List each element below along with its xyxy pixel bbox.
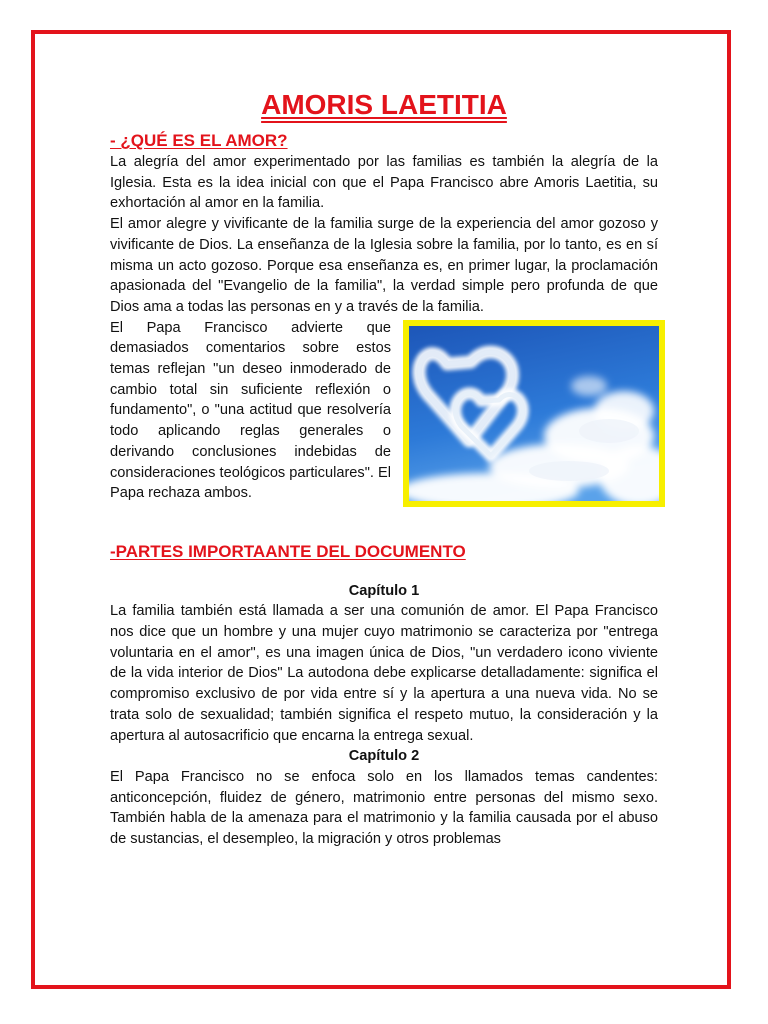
section-heading-partes-importantes: -PARTES IMPORTAANTE DEL DOCUMENTO (110, 541, 466, 561)
paragraph-3-text: El Papa Francisco advierte que demasiados comentarios sobre estos temas reflejan "un deseo inmoderado de cambio total sin suficiente reflexión o fundamento", o "una actitud que resolvería todo aplicando reglas generales o derivando conclusiones indebidas de consideraciones teológicos particulares". El Papa rechaza ambos. (110, 319, 391, 502)
chapter-2-title: Capítulo 2 (348, 748, 420, 765)
paragraph-2: El amor alegre y vivificante de la familia surge de la experiencia del amor gozoso y vivificante de Dios. La enseñanza de la Iglesia sobre la familia, por lo tanto, es en sí misma un acto gozoso. Porque esa enseñanza es, en primer lugar, la proclamación apasionada del "Evangelio de la familia", la verdad simple pero profunda de que Dios ama a todas las personas en y a través de la familia. (110, 216, 658, 315)
document-title: AMORIS LAETITIA (261, 89, 507, 120)
chapter-1-title: Capítulo 1 (348, 582, 420, 599)
section-heading-que-es-el-amor: - ¿QUÉ ES EL AMOR? (110, 131, 288, 150)
paragraph-1: La alegría del amor experimentado por las familias es también la alegría de la Iglesia. Esta es la idea inicial con que el Papa Francisco abre Amoris Laetitia, su exhortación al amor en la familia. (110, 154, 658, 212)
chapter-2-text: El Papa Francisco no se enfoca solo en los llamados temas candentes: anticoncepción, fluidez de género, matrimonio entre personas del mismo sexo. También habla de la amenaza para el matrimonio y la familia causada por el abuso de sustancias, el desempleo, la migración y otros problemas (110, 768, 658, 848)
paragraph-3 (110, 318, 658, 504)
chapter-1-text: La familia también está llamada a ser una comunión de amor. El Papa Francisco nos dice que un hombre y una mujer cuyo matrimonio se caracteriza por "entrega voluntaria en el amor", es una imagen única de Dios, "un verdadero icono viviente de la vida interior de Dios" La autodona debe explicarse detalladamente: significa el compromiso exclusivo de por vida entre sí y la apertura a una nueva vida. No se trata solo de sexualidad; también significa el respeto mutuo, la consideración y la apertura al autosacrificio que encarna la entrega sexual. (110, 603, 658, 744)
document-body (110, 88, 658, 850)
cloud-hearts-image (403, 320, 665, 507)
